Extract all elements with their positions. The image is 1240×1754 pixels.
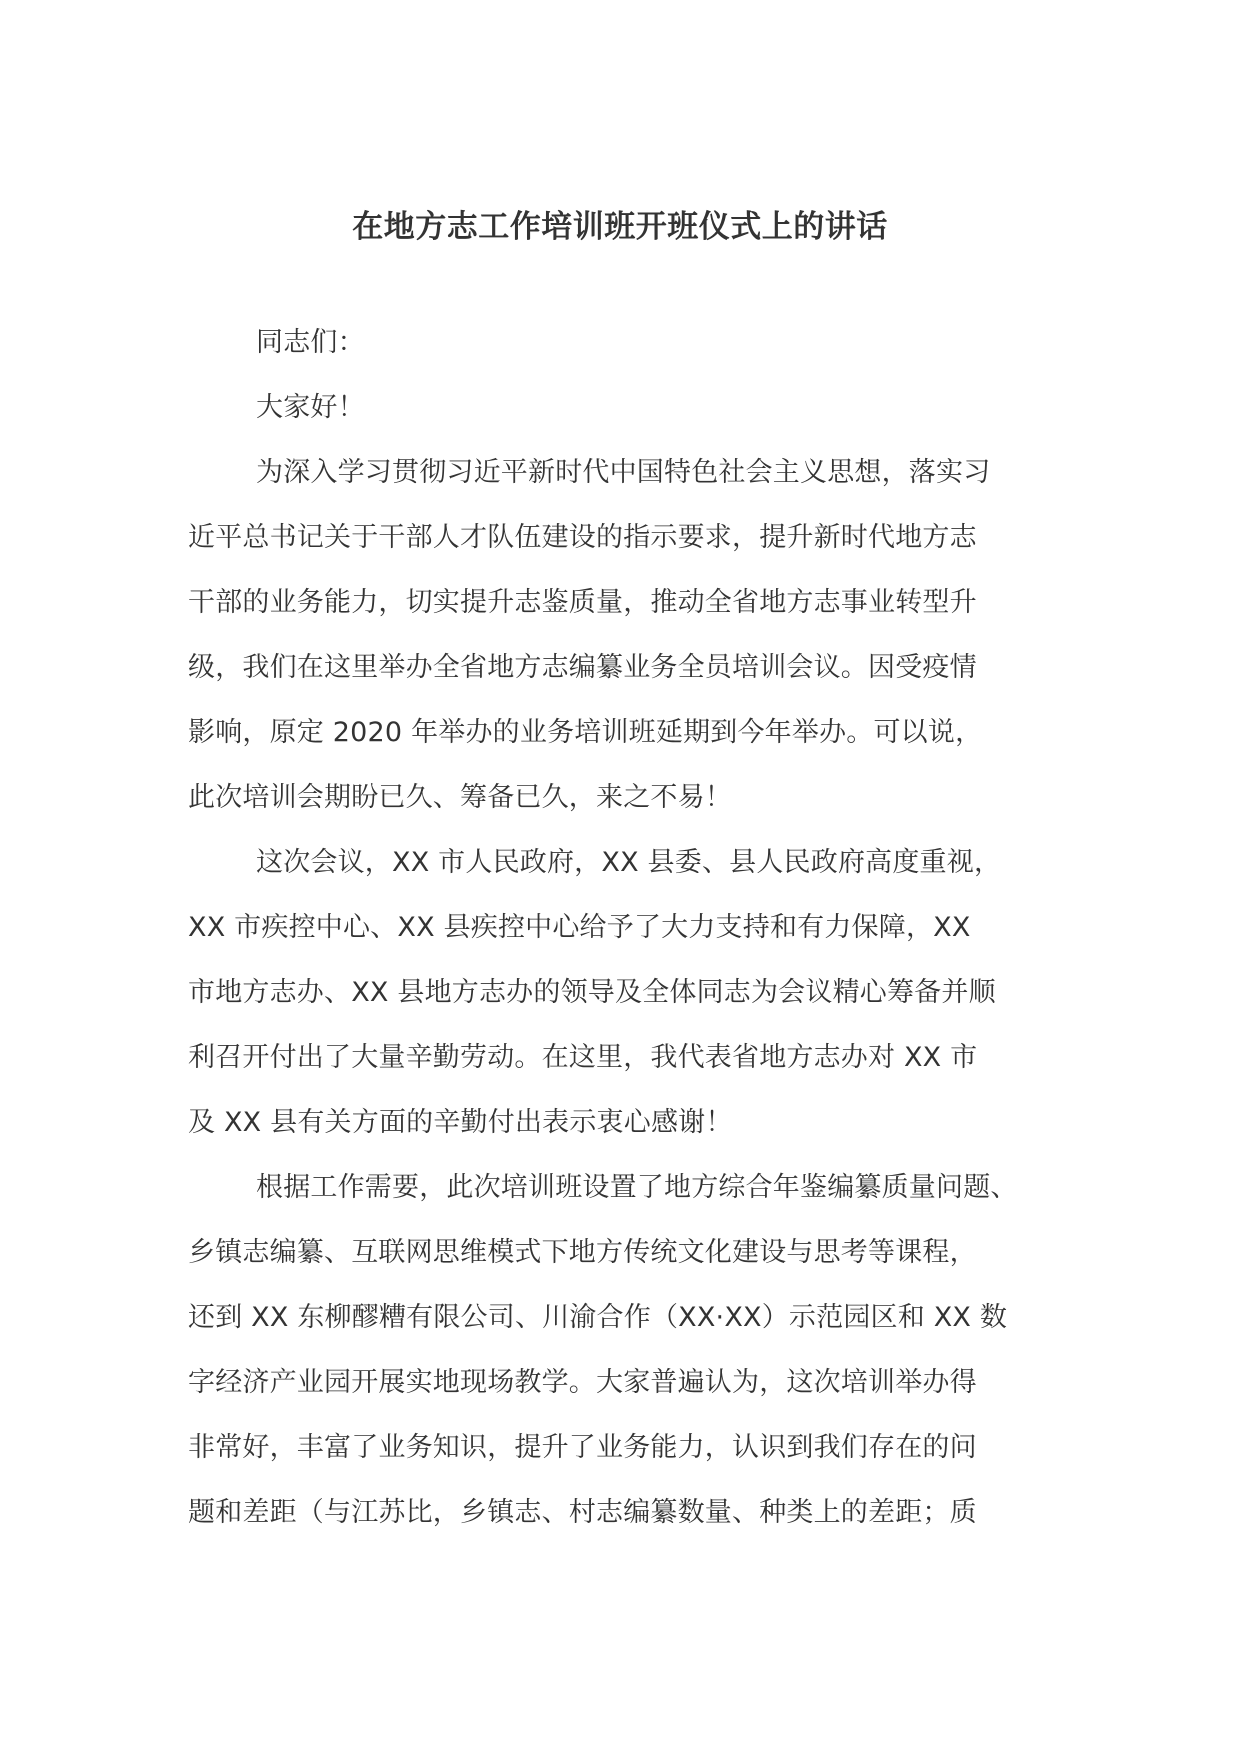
text-line: 利召开付出了大量辛勤劳动。在这里，我代表省地方志办对 XX 市 [188, 1042, 978, 1073]
text-line: 这次会议，XX 市人民政府，XX 县委、县人民政府高度重视， [256, 847, 1002, 878]
text-line: 还到 XX 东柳醪糟有限公司、川渝合作（XX·XX）示范园区和 XX 数 [188, 1302, 1008, 1333]
paragraph-greeting [188, 375, 1058, 440]
text-line: 近平总书记关于干部人才队伍建设的指示要求，提升新时代地方志 [188, 522, 977, 553]
text-line: 根据工作需要，此次培训班设置了地方综合年鉴编纂质量问题、 [256, 1172, 1018, 1203]
paragraph-courses [188, 1155, 1058, 1545]
document-title: 在地方志工作培训班开班仪式上的讲话 [352, 209, 888, 245]
text-line: 乡镇志编纂、互联网思维模式下地方传统文化建设与思考等课程， [188, 1237, 977, 1268]
text-line: 级，我们在这里举办全省地方志编纂业务全员培训会议。因受疫情 [188, 652, 977, 683]
text-line: 此次培训会期盼已久、筹备已久，来之不易！ [188, 782, 732, 813]
document-body [188, 310, 1058, 1545]
text-line: 大家好！ [256, 392, 365, 423]
text-line: 同志们： [256, 327, 365, 358]
text-line: 为深入学习贯彻习近平新时代中国特色社会主义思想，落实习 [256, 457, 991, 488]
text-line: 及 XX 县有关方面的辛勤付出表示衷心感谢！ [188, 1107, 733, 1138]
text-line: XX 市疾控中心、XX 县疾控中心给予了大力支持和有力保障，XX [188, 912, 971, 943]
text-line: 非常好，丰富了业务知识，提升了业务能力，认识到我们存在的问 [188, 1432, 977, 1463]
text-line: 字经济产业园开展实地现场教学。大家普遍认为，这次培训举办得 [188, 1367, 977, 1398]
paragraph-thanks [188, 830, 1058, 1155]
text-line: 题和差距（与江苏比，乡镇志、村志编纂数量、种类上的差距；质 [188, 1497, 977, 1528]
paragraph-purpose [188, 440, 1058, 830]
text-line: 影响，原定 2020 年举办的业务培训班延期到今年举办。可以说， [188, 717, 983, 748]
text-line: 市地方志办、XX 县地方志办的领导及全体同志为会议精心筹备并顺 [188, 977, 996, 1008]
text-line: 干部的业务能力，切实提升志鉴质量，推动全省地方志事业转型升 [188, 587, 977, 618]
paragraph-salutation [188, 310, 1058, 375]
